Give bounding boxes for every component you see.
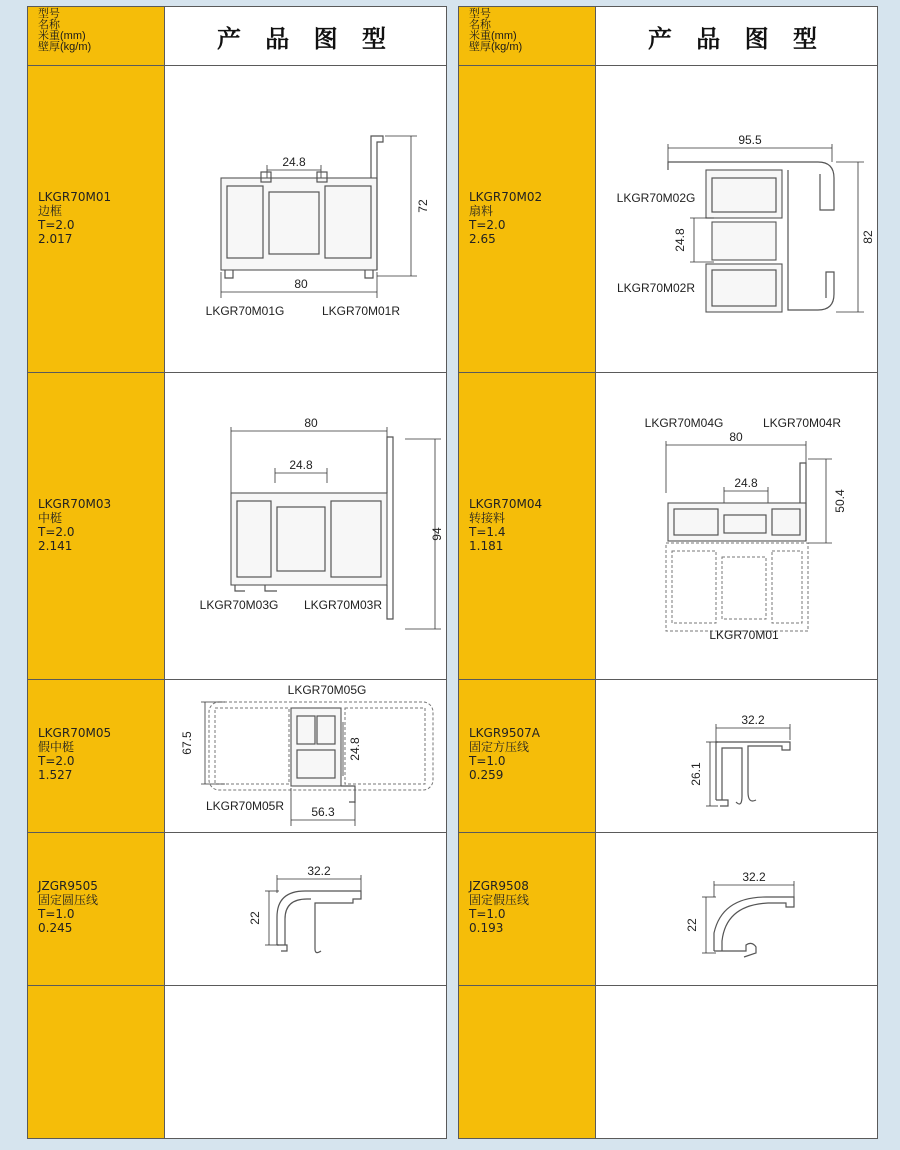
dim-label: 50.4 [833, 489, 847, 513]
part-label: LKGR70M02G [616, 191, 696, 205]
spec-model: LKGR70M03 [38, 497, 112, 511]
dim-label: 80 [729, 430, 743, 444]
profile-diagram-jzgr9505 [165, 833, 447, 985]
dim-label: 32.2 [742, 870, 766, 884]
part-label: LKGR70M03G [199, 598, 279, 612]
spec-block [38, 190, 111, 246]
spec-thickness: T=2.0 [38, 525, 75, 539]
table-row [459, 66, 877, 373]
product-drawing [165, 373, 446, 679]
dim-label: 67.5 [180, 731, 194, 755]
profile-diagram-lkgr70m04 [596, 373, 878, 679]
part-label: LKGR70M03R [303, 598, 383, 612]
table-row [459, 373, 877, 680]
product-drawing [596, 373, 877, 679]
spec-weight: 2.141 [38, 539, 73, 553]
header-title: 产 品 图 型 [216, 24, 395, 53]
spec-name: 固定假压线 [469, 893, 530, 907]
spec-thickness: T=2.0 [469, 218, 506, 232]
product-drawing [596, 680, 877, 832]
spec-weight: 2.65 [469, 232, 496, 246]
catalog-panel-left [27, 6, 447, 1139]
spec-weight: 2.017 [38, 232, 73, 246]
table-row [28, 680, 446, 833]
spec-thickness: T=1.4 [469, 525, 506, 539]
dim-label: 26.1 [689, 762, 703, 786]
header-label-model: 型号 [38, 8, 60, 20]
spec-model: LKGR70M01 [38, 190, 112, 204]
spec-block [38, 726, 111, 782]
spec-name: 中梃 [38, 511, 63, 525]
dim-label: 24.8 [734, 476, 758, 490]
part-label: LKGR70M05R [205, 799, 285, 813]
table-row [28, 833, 446, 986]
spec-weight: 0.259 [469, 768, 504, 782]
spec-block [38, 497, 111, 553]
dim-label: 24.8 [673, 228, 687, 252]
profile-diagram-lkgr9507a [596, 680, 878, 832]
spec-weight: 1.527 [38, 768, 73, 782]
header-label-name: 名称 [38, 19, 60, 31]
table-row [28, 66, 446, 373]
spec-model: LKGR70M04 [469, 497, 543, 511]
dim-label: 22 [685, 918, 699, 932]
profile-diagram-lkgr70m05 [165, 680, 447, 832]
part-label: LKGR70M01R [321, 304, 401, 318]
dim-label: 22 [248, 911, 262, 925]
header-label-model: 型号 [469, 8, 491, 20]
product-drawing [165, 680, 446, 832]
spec-block [469, 879, 529, 935]
dim-label: 24.8 [289, 458, 313, 472]
part-label: LKGR70M05G [287, 683, 367, 697]
spec-block [469, 190, 542, 246]
profile-diagram-lkgr70m01 [165, 66, 447, 372]
dim-label: 80 [304, 416, 318, 430]
header-label-thickness: 壁厚(kg/m) [38, 41, 92, 53]
spec-thickness: T=2.0 [38, 218, 75, 232]
spec-block [38, 879, 98, 935]
spec-model: LKGR9507A [469, 726, 540, 740]
dim-label: 95.5 [738, 133, 762, 147]
dim-label: 24.8 [282, 155, 306, 169]
spec-name: 固定圆压线 [38, 893, 99, 907]
dim-label: 56.3 [311, 805, 335, 819]
header-label-name: 名称 [469, 19, 491, 31]
product-drawing [596, 833, 877, 985]
spec-model: JZGR9505 [38, 879, 98, 893]
spec-name: 转接料 [469, 511, 506, 525]
spec-thickness: T=2.0 [38, 754, 75, 768]
spec-thickness: T=1.0 [469, 907, 506, 921]
table-header [28, 7, 446, 66]
dim-label: 94 [430, 527, 444, 541]
spec-thickness: T=1.0 [469, 754, 506, 768]
spec-weight: 0.245 [38, 921, 73, 935]
table-row [459, 680, 877, 833]
header-label-weight: 米重(mm) [469, 30, 517, 42]
table-header [459, 7, 877, 66]
dim-label: 32.2 [307, 864, 331, 878]
part-label: LKGR70M04G [644, 416, 724, 430]
dim-label: 24.8 [348, 737, 362, 761]
product-drawing [165, 66, 446, 372]
spec-name: 边框 [38, 204, 63, 218]
spec-name: 扇料 [469, 204, 494, 218]
dim-label: 72 [416, 199, 430, 213]
table-row-empty [459, 986, 877, 1138]
table-row [459, 833, 877, 986]
spec-weight: 1.181 [469, 539, 504, 553]
part-label: LKGR70M01G [205, 304, 285, 318]
dim-label: 80 [294, 277, 308, 291]
profile-diagram-lkgr70m03 [165, 373, 447, 679]
header-label-thickness: 壁厚(kg/m) [469, 41, 523, 53]
spec-thickness: T=1.0 [38, 907, 75, 921]
spec-model: JZGR9508 [469, 879, 529, 893]
header-label-weight: 米重(mm) [38, 30, 86, 42]
part-label: LKGR70M01 [709, 628, 779, 642]
part-label: LKGR70M02R [616, 281, 696, 295]
product-drawing [165, 833, 446, 985]
header-labels [38, 9, 91, 53]
spec-name: 固定方压线 [469, 740, 530, 754]
table-row [28, 373, 446, 680]
table-row-empty [28, 986, 446, 1138]
spec-block [469, 726, 540, 782]
spec-weight: 0.193 [469, 921, 504, 935]
catalog-panel-right [458, 6, 878, 1139]
spec-block [469, 497, 542, 553]
spec-name: 假中梃 [38, 740, 75, 754]
spec-model: LKGR70M02 [469, 190, 543, 204]
spec-model: LKGR70M05 [38, 726, 112, 740]
header-title: 产 品 图 型 [647, 24, 826, 53]
profile-diagram-lkgr70m02 [596, 66, 878, 372]
dim-label: 32.2 [741, 713, 765, 727]
dim-label: 82 [861, 230, 875, 244]
profile-diagram-jzgr9508 [596, 833, 878, 985]
part-label: LKGR70M04R [762, 416, 842, 430]
product-drawing [596, 66, 877, 372]
header-labels [469, 9, 522, 53]
